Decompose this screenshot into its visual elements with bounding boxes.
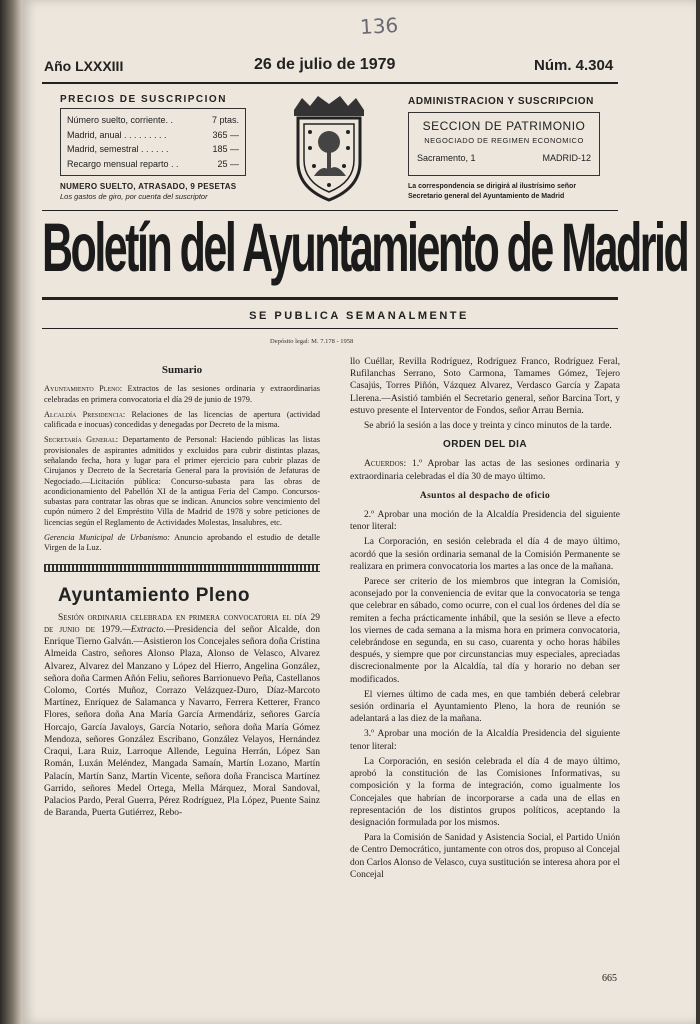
administration-title: ADMINISTRACION Y SUSCRIPCION bbox=[408, 96, 594, 107]
attendance-paragraph: llo Cuéllar, Revilla Rodríguez, Rodríguez Franco, Rodríguez Feral, Rufilanchas Serrano, Soto Carmona, Tamames Gómez, Tejero Casajús, Torres Piñón, Vázquez Alvarez, Verdasco García y Zapata Llerena.—Asistió también el Secretario general, señor Barcina Tort, y estuvo presente el Interventor de Fondos, señor Arrau Bernia. bbox=[350, 357, 620, 416]
masthead-title: Boletín del Ayuntamiento de Madrid bbox=[42, 210, 688, 287]
subscription-note: NUMERO SUELTO, ATRASADO, 9 PESETAS Los gastos de giro, por cuenta del suscriptor bbox=[60, 182, 237, 201]
body-paragraph: La Corporación, en sesión celebrada el día 4 de mayo último, acordó que la sesión ordinaria semanal de la Comisión Permanente se realizara en primera convocatoria los martes a las once de la mañana. bbox=[350, 537, 620, 572]
pleno-body: Sesión ordinaria celebrada en primera convocatoria el día 29 de junio de 1979.—Extracto.—Presidencia del señor Alcalde, don Enrique Tierno Galván.—Asistieron los Concejales señora doña Cristina Almeida Castro, señores Alonso Plaza, Alonso de Velasco, Alvarez Alvarez, Alvarez del Manzano y López del Hierro, Angelina González, señora doña Carmen Añón Feliu, señores Barrionuevo Peña, Castellanos Colomo, Cortés Muñoz, Corrazo Velázquez-Duro, Díaz-Marcoto Martínez, Enríquez de Salamanca y Navarro, Ferrera Ketterer, Franco Flores, señora doña Ana María García Armendáriz, señores García Horcajo, García Javaloys, García Notario, señora doña María Gómez Mendoza, señores González Escribano, González Velayos, Hernández Craqui, Lara Ruiz, Larroque Allende, Leguina Herrán, López San Román, Luxán Meléndez, Mangada Samaín, Martín Lozano, Martín Palacín, Martín Sanz, Martín Vicente, señora doña Francisca Martínez Garrido, señores Medel Ortega, Mella Márquez, Moral Sandoval, Palacios Pardo, Peral Guerra, Pérez Rodríguez, Pla López, Puente Sainz de Baranda, Puerta Gutiérrez, Rebo- bbox=[44, 612, 320, 819]
body-paragraph: El viernes último de cada mes, en que también deberá celebrar sesión ordinaria el Ayuntamiento Pleno, la hora de reunión se adelantará a las diez de la mañana. bbox=[350, 689, 620, 725]
orden-del-dia-heading: ORDEN DEL DIA bbox=[443, 439, 527, 451]
pleno-heading: Ayuntamiento Pleno bbox=[58, 584, 250, 606]
sumario-item: Ayuntamiento Pleno: Extractos de las sesiones ordinaria y extraordinarias celebradas en primera convocatoria el día 29 de junio de 1979. bbox=[44, 384, 320, 404]
issue-number: Núm. 4.304 bbox=[534, 57, 614, 74]
negociado-name: NEGOCIADO DE REGIMEN ECONOMICO bbox=[424, 136, 584, 145]
issue-header bbox=[42, 54, 618, 84]
acuerdos-paragraph: Acuerdos: 1.º Aprobar las actas de las sesiones ordinaria y extraordinaria celebradas el día 30 de mayo último. bbox=[350, 459, 620, 482]
publication-frequency: SE PUBLICA SEMANALMENTE bbox=[249, 310, 469, 322]
sumario-item: Secretaría General: Departamento de Personal: Haciendo públicas las listas provisionales de aspirantes admitidos y excluidos para cubrir distintas plazas, señalando fecha, hora y lugar para el primer ejercicio para cubrir plazas de Cirujanos y Decreto de la Secretaría General para la provisión de Jefaturas de Negociado.—Licitación pública: Concurso-subasta para las obras de acondicionamiento del Pabellón XI de la antigua Feria del Campo. Concursos-subastas para contratar las obras que se indican. Anuncios sobre vencimiento del cupón número 2 del Empréstito Villa de Madrid de 1978 y sobre peticiones de licencias según el Reglamento de Actividades Molestas, Insalubres, etc. bbox=[44, 435, 320, 527]
issue-year: Año LXXXIII bbox=[44, 58, 124, 74]
body-paragraph: Parece ser criterio de los miembros que integran la Comisión, aconsejado por la conveniencia de evitar que la convocatoria se tenga que celebrar en sábado, como ocurre, con el cual los órdenes del día se remiten a fecha prácticamente inhábil, que la sesión se lleve a efecto los viernes de cada semana a la misma hora en primera convocatoria, celebrándose en segunda, en su caso, cuarenta y ocho horas hábiles después, y siempre que por circunstancias muy especiales, apreciadas discrecionalmente por la Alcaldía, tal día y horario no deban ser modificados. bbox=[350, 577, 620, 685]
sumario-item: Gerencia Municipal de Urbanismo: Anuncio aprobando el estudio de detalle Virgen de la Luz. bbox=[44, 533, 320, 553]
subscription-title: PRECIOS DE SUSCRIPCION bbox=[60, 94, 227, 105]
price-row: Madrid, semestral . . . . . . 185 — bbox=[67, 144, 239, 154]
body-paragraph: Para la Comisión de Sanidad y Asistencia Social, el Partido Unión de Centro Democrático, juntamente con otros dos, propuso al Concejal don Carlos Alonso de Velasco, cuya sustitución se interesa ahora por el Concejal bbox=[350, 833, 620, 880]
opening-paragraph: Se abrió la sesión a las doce y treinta y cinco minutos de la tarde. bbox=[364, 421, 612, 432]
administration-note: La correspondencia se dirigirá al ilustrísimo señor Secretario general del Ayuntamiento de Madrid bbox=[408, 183, 577, 200]
price-row: Madrid, anual . . . . . . . . . 365 — bbox=[67, 129, 239, 140]
body-paragraph: 3.º Aprobar una moción de la Alcaldía Presidencia del siguiente tenor literal: bbox=[350, 729, 620, 752]
masthead-bottom-rule bbox=[42, 297, 618, 300]
body-paragraph: 2.º Aprobar una moción de la Alcaldía Presidencia del siguiente tenor literal: bbox=[350, 510, 620, 533]
section-name: SECCION DE PATRIMONIO bbox=[422, 119, 586, 133]
price-row: Recargo mensual reparto . . 25 — bbox=[67, 158, 239, 169]
issue-date: 26 de julio de 1979 bbox=[254, 56, 396, 73]
administration-box bbox=[408, 112, 600, 176]
newspaper-page bbox=[22, 0, 696, 1024]
price-row: Número suelto, corriente. . 7 ptas. bbox=[67, 115, 239, 125]
legal-deposit: Depósito legal: M. 7.178 - 1958 bbox=[270, 338, 354, 345]
header-rule bbox=[42, 82, 618, 84]
sumario-title: Sumario bbox=[161, 364, 203, 376]
facing-page-edge bbox=[4, 40, 20, 1000]
asuntos-heading: Asuntos al despacho de oficio bbox=[419, 490, 551, 501]
frequency-rule bbox=[42, 328, 618, 329]
body-paragraph: La Corporación, en sesión celebrada el día 4 de mayo último, aprobó la constitución de las Comisiones Informativas, su composición y la forma de integración, como igualmente los Concejales que habrían de incorporarse a cada una de ellas en representación de los distintos grupos políticos, aceptando la designación formulada por los mismos. bbox=[350, 756, 620, 828]
right-column bbox=[350, 356, 620, 884]
page-number: 665 bbox=[602, 973, 617, 984]
handwritten-page-number: 136 bbox=[359, 13, 399, 39]
sumario-item: Alcaldía Presidencia: Relaciones de las licencias de apertura (actividad calificada e inocuas) concedidas y denegadas por Decreto de la misma. bbox=[44, 409, 320, 430]
madrid-coat-of-arms-icon bbox=[284, 92, 374, 204]
left-column bbox=[44, 360, 320, 822]
section-divider bbox=[44, 564, 320, 572]
address-line: Sacramento, 1 MADRID-12 bbox=[417, 153, 591, 163]
subscription-prices-box bbox=[60, 108, 246, 176]
